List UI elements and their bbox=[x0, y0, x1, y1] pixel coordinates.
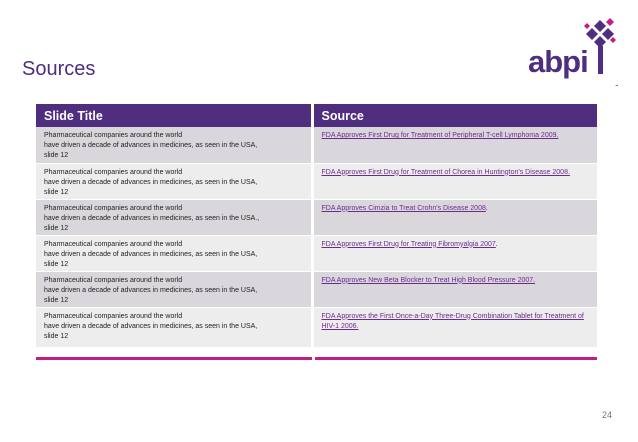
column-header-slide-title: Slide Title bbox=[36, 104, 312, 127]
table-footer-bar-left bbox=[36, 357, 312, 360]
page-number: 24 bbox=[601, 410, 612, 420]
source-cell bbox=[312, 271, 597, 307]
source-cell: FDA Approves First Drug for Treating Fibromyalgia 2007. bbox=[312, 235, 597, 271]
slide-title-cell: Pharmaceutical companies around the world have driven a decade of advances in medicines, as seen in the USA, slide 12 bbox=[36, 163, 312, 199]
source-link[interactable]: FDA Approves New Beta Blocker to Treat High Blood Pressure 2007. bbox=[321, 276, 536, 284]
table-footer-bar-right bbox=[315, 357, 597, 360]
table-row bbox=[36, 199, 597, 235]
source-link[interactable]: FDA Approves First Drug for Treating Fibromyalgia 2007 bbox=[321, 240, 496, 248]
slide-title-cell: Pharmaceutical companies around the world have driven a decade of advances in medicines, as seen in the USA, slide 12 bbox=[36, 235, 312, 271]
source-link[interactable]: FDA Approves First Drug for Treatment of Peripheral T-cell Lymphoma 2009. bbox=[321, 132, 559, 139]
sources-table bbox=[36, 104, 597, 348]
source-link[interactable]: FDA Approves First Drug for Treatment of Chorea in Huntington's Disease 2008. bbox=[321, 168, 570, 176]
slide-title-cell: Pharmaceutical companies around the world have driven a decade of advances in medicines, as seen in the USA, slide 12 bbox=[36, 127, 312, 163]
source-cell bbox=[312, 307, 597, 347]
slide-title-cell: Pharmaceutical companies around the world have driven a decade of advances in medicines, as seen in the USA, slide 12 bbox=[36, 307, 312, 347]
table-row bbox=[36, 127, 597, 163]
source-cell: FDA Approves Cimzia to Treat Crohn's Disease 2008. bbox=[312, 199, 597, 235]
table-row bbox=[36, 235, 597, 271]
table-header-row bbox=[36, 104, 597, 127]
abpi-logo-text: abpi bbox=[528, 44, 588, 79]
table-row bbox=[36, 307, 597, 347]
slide-title-cell: Pharmaceutical companies around the world have driven a decade of advances in medicines, as seen in the USA, slide 12 bbox=[36, 271, 312, 307]
slide-title-cell: Pharmaceutical companies around the world have driven a decade of advances in medicines, as seen in the USA., slide 12 bbox=[36, 199, 312, 235]
source-link[interactable]: FDA Approves Cimzia to Treat Crohn's Disease 2008 bbox=[321, 204, 486, 212]
source-cell bbox=[312, 127, 597, 163]
table-row bbox=[36, 163, 597, 199]
source-cell bbox=[312, 163, 597, 199]
column-header-source: Source bbox=[312, 104, 597, 127]
table-row bbox=[36, 271, 597, 307]
source-link[interactable]: FDA Approves the First Once-a-Day Three-Drug Combination Tablet for Treatment of HIV-1 2006. bbox=[321, 312, 584, 330]
page-title: Sources bbox=[22, 58, 96, 80]
